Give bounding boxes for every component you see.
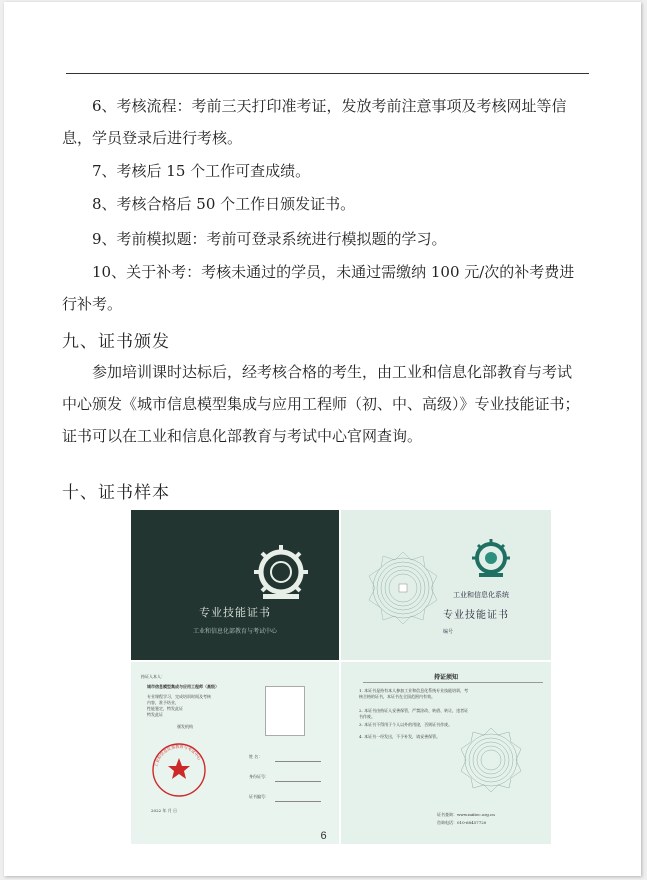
emblem-icon bbox=[131, 510, 339, 660]
official-seal-icon bbox=[131, 662, 339, 844]
certificate-info-page bbox=[131, 662, 339, 844]
photo-placeholder bbox=[265, 686, 305, 736]
id-field-line bbox=[275, 781, 321, 782]
info-line: 特发此证 bbox=[147, 712, 163, 717]
title-organization: 工业和信息化系统 bbox=[453, 591, 509, 599]
id-field-label: 身份证号： bbox=[249, 774, 269, 779]
guilloche-rosette-icon bbox=[369, 552, 437, 624]
website-line: 证书查询：www.miitec.org.cn bbox=[437, 812, 495, 817]
info-line: 持证人本人： bbox=[141, 674, 165, 679]
notes-item: 4. 本证书一经发出，不予补发，请妥善保管。 bbox=[359, 734, 441, 739]
emblem-color-icon bbox=[472, 539, 510, 577]
notes-item: 1. 本证书是持有本人参加工业和信息化系统专业技能培训，考核合格的证书，本证书在全国范围内有效。 bbox=[359, 688, 469, 699]
info-line: 性能鉴定，特发此证 bbox=[147, 706, 183, 711]
info-line: 城市信息模型集成与应用工程师（高级） bbox=[147, 684, 219, 689]
info-line: 颁发机构 bbox=[177, 724, 193, 729]
notes-title: 持证须知 bbox=[433, 674, 458, 681]
info-line: 内容，准予结业， bbox=[147, 700, 179, 705]
certificate-title-page bbox=[341, 510, 551, 660]
item-6: 6、考核流程：考前三天打印准考证，发放考前注意事项及考核网址等信息，学员登录后进行考核。 bbox=[62, 97, 567, 147]
certificate-notes-page bbox=[341, 662, 551, 844]
header-rule bbox=[66, 73, 589, 74]
info-line: 专业课程学习，完成培训时间及考核 bbox=[147, 694, 211, 699]
section-9-heading: 九、证书颁发 bbox=[62, 332, 170, 352]
cover-subtitle: 工业和信息化部教育与考试中心 bbox=[192, 628, 277, 635]
issue-date: 2022 年 月 日 bbox=[151, 808, 177, 813]
item-7: 7、考核后 15 个工作可查成绩。 bbox=[92, 162, 311, 180]
item-10: 10、关于补考：考核未通过的学员，未通过需缴纳 100 元/次的补考费进行补考。 bbox=[62, 263, 575, 313]
title-page-graphics bbox=[341, 510, 551, 660]
notes-item: 3. 本证书不得用于个人以外的用途，否则证书作废。 bbox=[359, 722, 453, 727]
name-field-line bbox=[275, 761, 321, 762]
seal-text: 工业和信息化部教育与考试中心 bbox=[153, 743, 203, 768]
certificate-number-label: 编号 bbox=[443, 629, 454, 635]
notes-item: 2. 本证书由持证人妥善保管，严禁涂改、转借、转让，违者证书作废。 bbox=[359, 708, 469, 719]
item-8: 8、考核合格后 50 个工作日颁发证书。 bbox=[92, 195, 356, 213]
page-number: 6 bbox=[320, 830, 327, 842]
cert-no-field-line bbox=[275, 801, 321, 802]
item-9: 9、考前模拟题：考前可登录系统进行模拟题的学习。 bbox=[92, 230, 447, 248]
section-9-body: 参加培训课时达标后，经考核合格的考生，由工业和信息化部教育与考试中心颁发《城市信息模型集成与应用工程师（初、中、高级）》专业技能证书；证书可以在工业和信息化部教育与考试中心官网查询。 bbox=[62, 363, 580, 445]
certificate-cover bbox=[131, 510, 339, 660]
title-main: 专业技能证书 bbox=[443, 610, 509, 621]
section-10-heading: 十、证书样本 bbox=[62, 483, 170, 503]
name-field-label: 姓 名： bbox=[249, 754, 263, 759]
certificate-sample bbox=[131, 510, 551, 844]
cover-title: 专业技能证书 bbox=[199, 606, 271, 619]
cert-no-field-label: 证书编号： bbox=[249, 794, 269, 799]
phone-line: 咨询电话：010-68457720 bbox=[437, 820, 487, 825]
